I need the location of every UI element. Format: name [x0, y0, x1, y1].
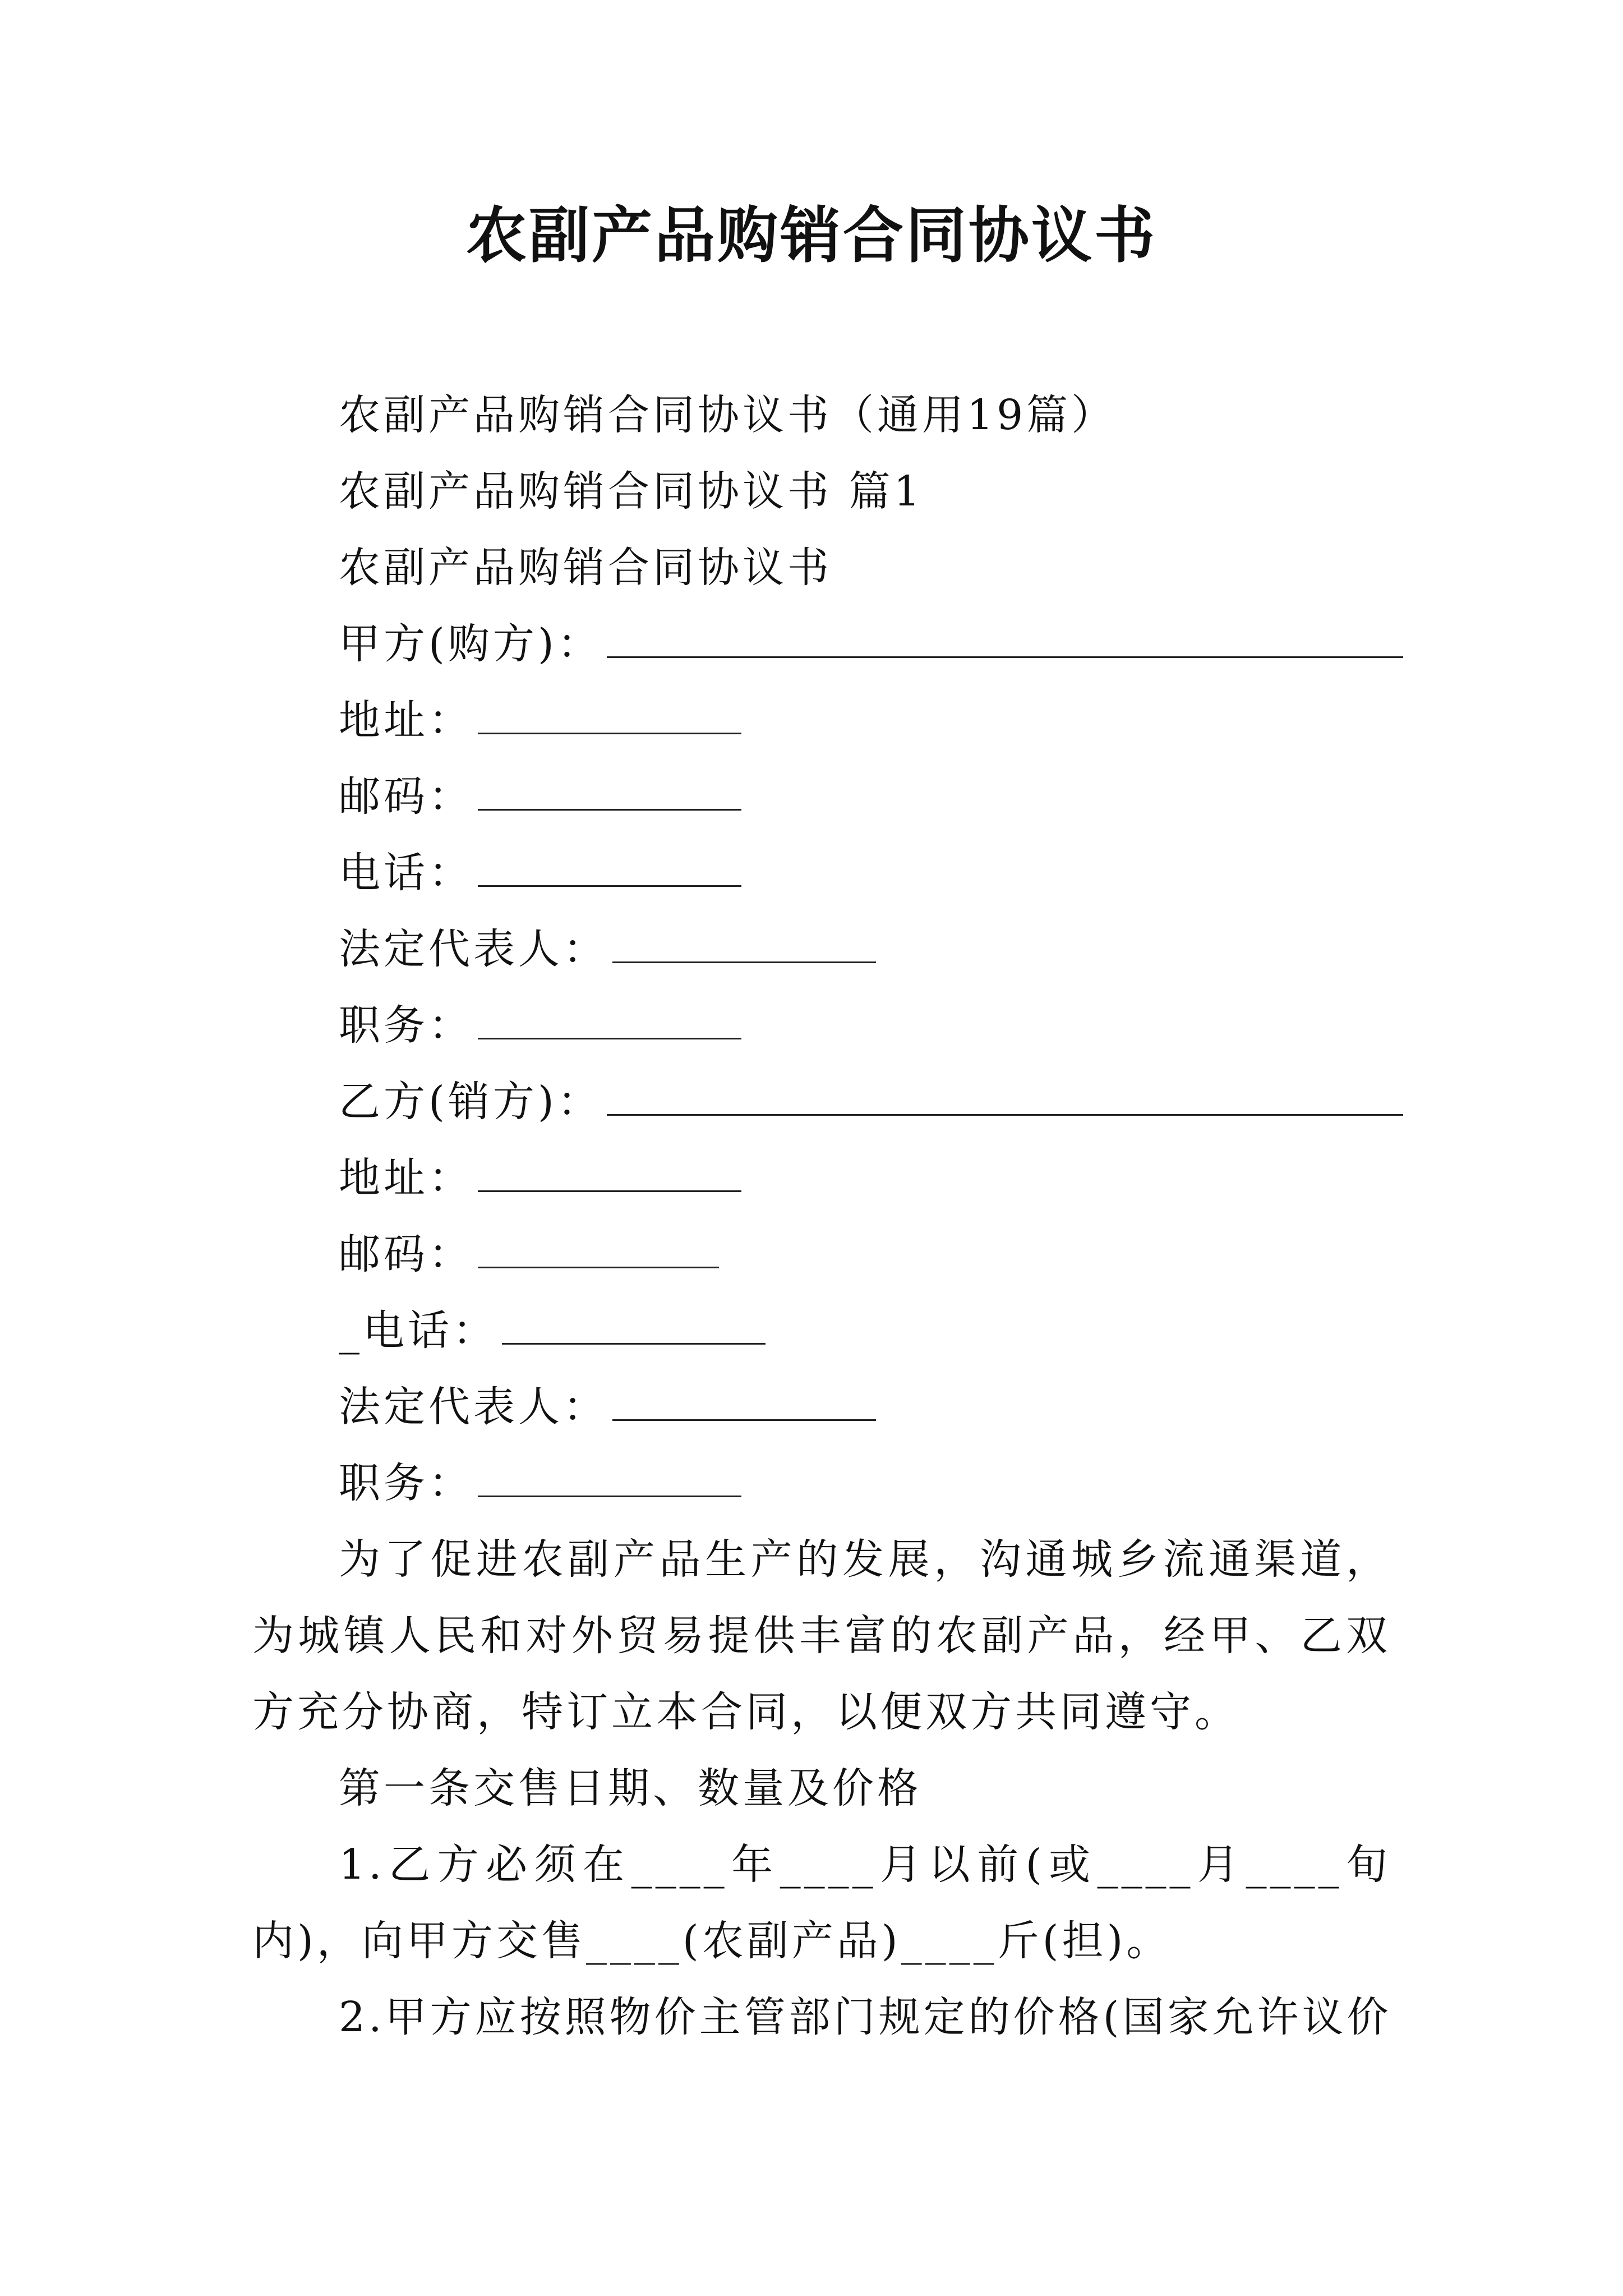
party-b-address-label: 地址：: [339, 1154, 473, 1202]
party-a-postcode-label: 邮码：: [339, 772, 473, 821]
party-a-blank[interactable]: [607, 617, 1403, 658]
party-b-postcode-label: 邮码：: [339, 1230, 473, 1278]
party-b-postcode-blank[interactable]: [478, 1227, 719, 1268]
party-b-position-blank[interactable]: [478, 1456, 741, 1497]
party-b-label: 乙方(销方)：: [339, 1078, 602, 1126]
doc-name: 农副产品购销合同协议书: [339, 544, 832, 592]
party-a-phone-label: 电话：: [339, 849, 473, 897]
party-a-address-row: [339, 692, 741, 748]
party-b-legal-rep-blank[interactable]: [612, 1380, 876, 1421]
party-b-blank[interactable]: [607, 1075, 1403, 1116]
party-b-address-row: [339, 1150, 741, 1206]
article-1-heading: 第一条交售日期、数量及价格: [339, 1764, 922, 1812]
party-b-position-row: [339, 1455, 741, 1511]
party-a-row: [339, 616, 1403, 672]
party-a-legal-rep-blank[interactable]: [612, 922, 876, 963]
clause-1: 1.乙方必须在____年____月以前(或____月____旬内)，向甲方交售____(农副产品)____斤(担)。: [252, 1841, 1391, 1965]
document-subtitle: 农副产品购销合同协议书（通用19篇）: [339, 391, 1117, 439]
party-b-legal-rep-label: 法定代表人：: [339, 1383, 608, 1431]
party-a-phone-blank[interactable]: [478, 846, 741, 887]
section-heading: 农副产品购销合同协议书 篇1: [339, 467, 924, 516]
party-b-legal-rep-row: [339, 1379, 876, 1435]
party-a-position-label: 职务：: [339, 1001, 473, 1050]
party-a-address-blank[interactable]: [478, 693, 741, 734]
party-a-position-row: [339, 997, 741, 1053]
party-a-postcode-row: [339, 769, 741, 825]
party-b-address-blank[interactable]: [478, 1151, 741, 1192]
party-b-phone-label: _电话：: [339, 1306, 497, 1355]
intro-paragraph: 为了促进农副产品生产的发展，沟通城乡流通渠道，为城镇人民和对外贸易提供丰富的农副产品，经甲、乙双方充分协商，特订立本合同，以便双方共同遵守。: [252, 1535, 1391, 1736]
party-a-phone-row: [339, 845, 741, 901]
party-b-postcode-row: [339, 1226, 719, 1282]
party-a-position-blank[interactable]: [478, 999, 741, 1039]
party-a-address-label: 地址：: [339, 696, 473, 744]
party-b-position-label: 职务：: [339, 1459, 473, 1507]
party-a-legal-rep-row: [339, 921, 876, 977]
party-b-phone-row: [339, 1303, 766, 1359]
document-title: 农副产品购销合同协议书: [465, 200, 1157, 271]
party-a-legal-rep-label: 法定代表人：: [339, 925, 608, 973]
party-a-postcode-blank[interactable]: [478, 770, 741, 811]
party-b-phone-blank[interactable]: [502, 1304, 766, 1345]
clause-2: 2.甲方应按照物价主管部门规定的价格(国家允许议价: [339, 1993, 1392, 2041]
party-b-row: [339, 1074, 1403, 1130]
party-a-label: 甲方(购方)：: [339, 620, 602, 668]
